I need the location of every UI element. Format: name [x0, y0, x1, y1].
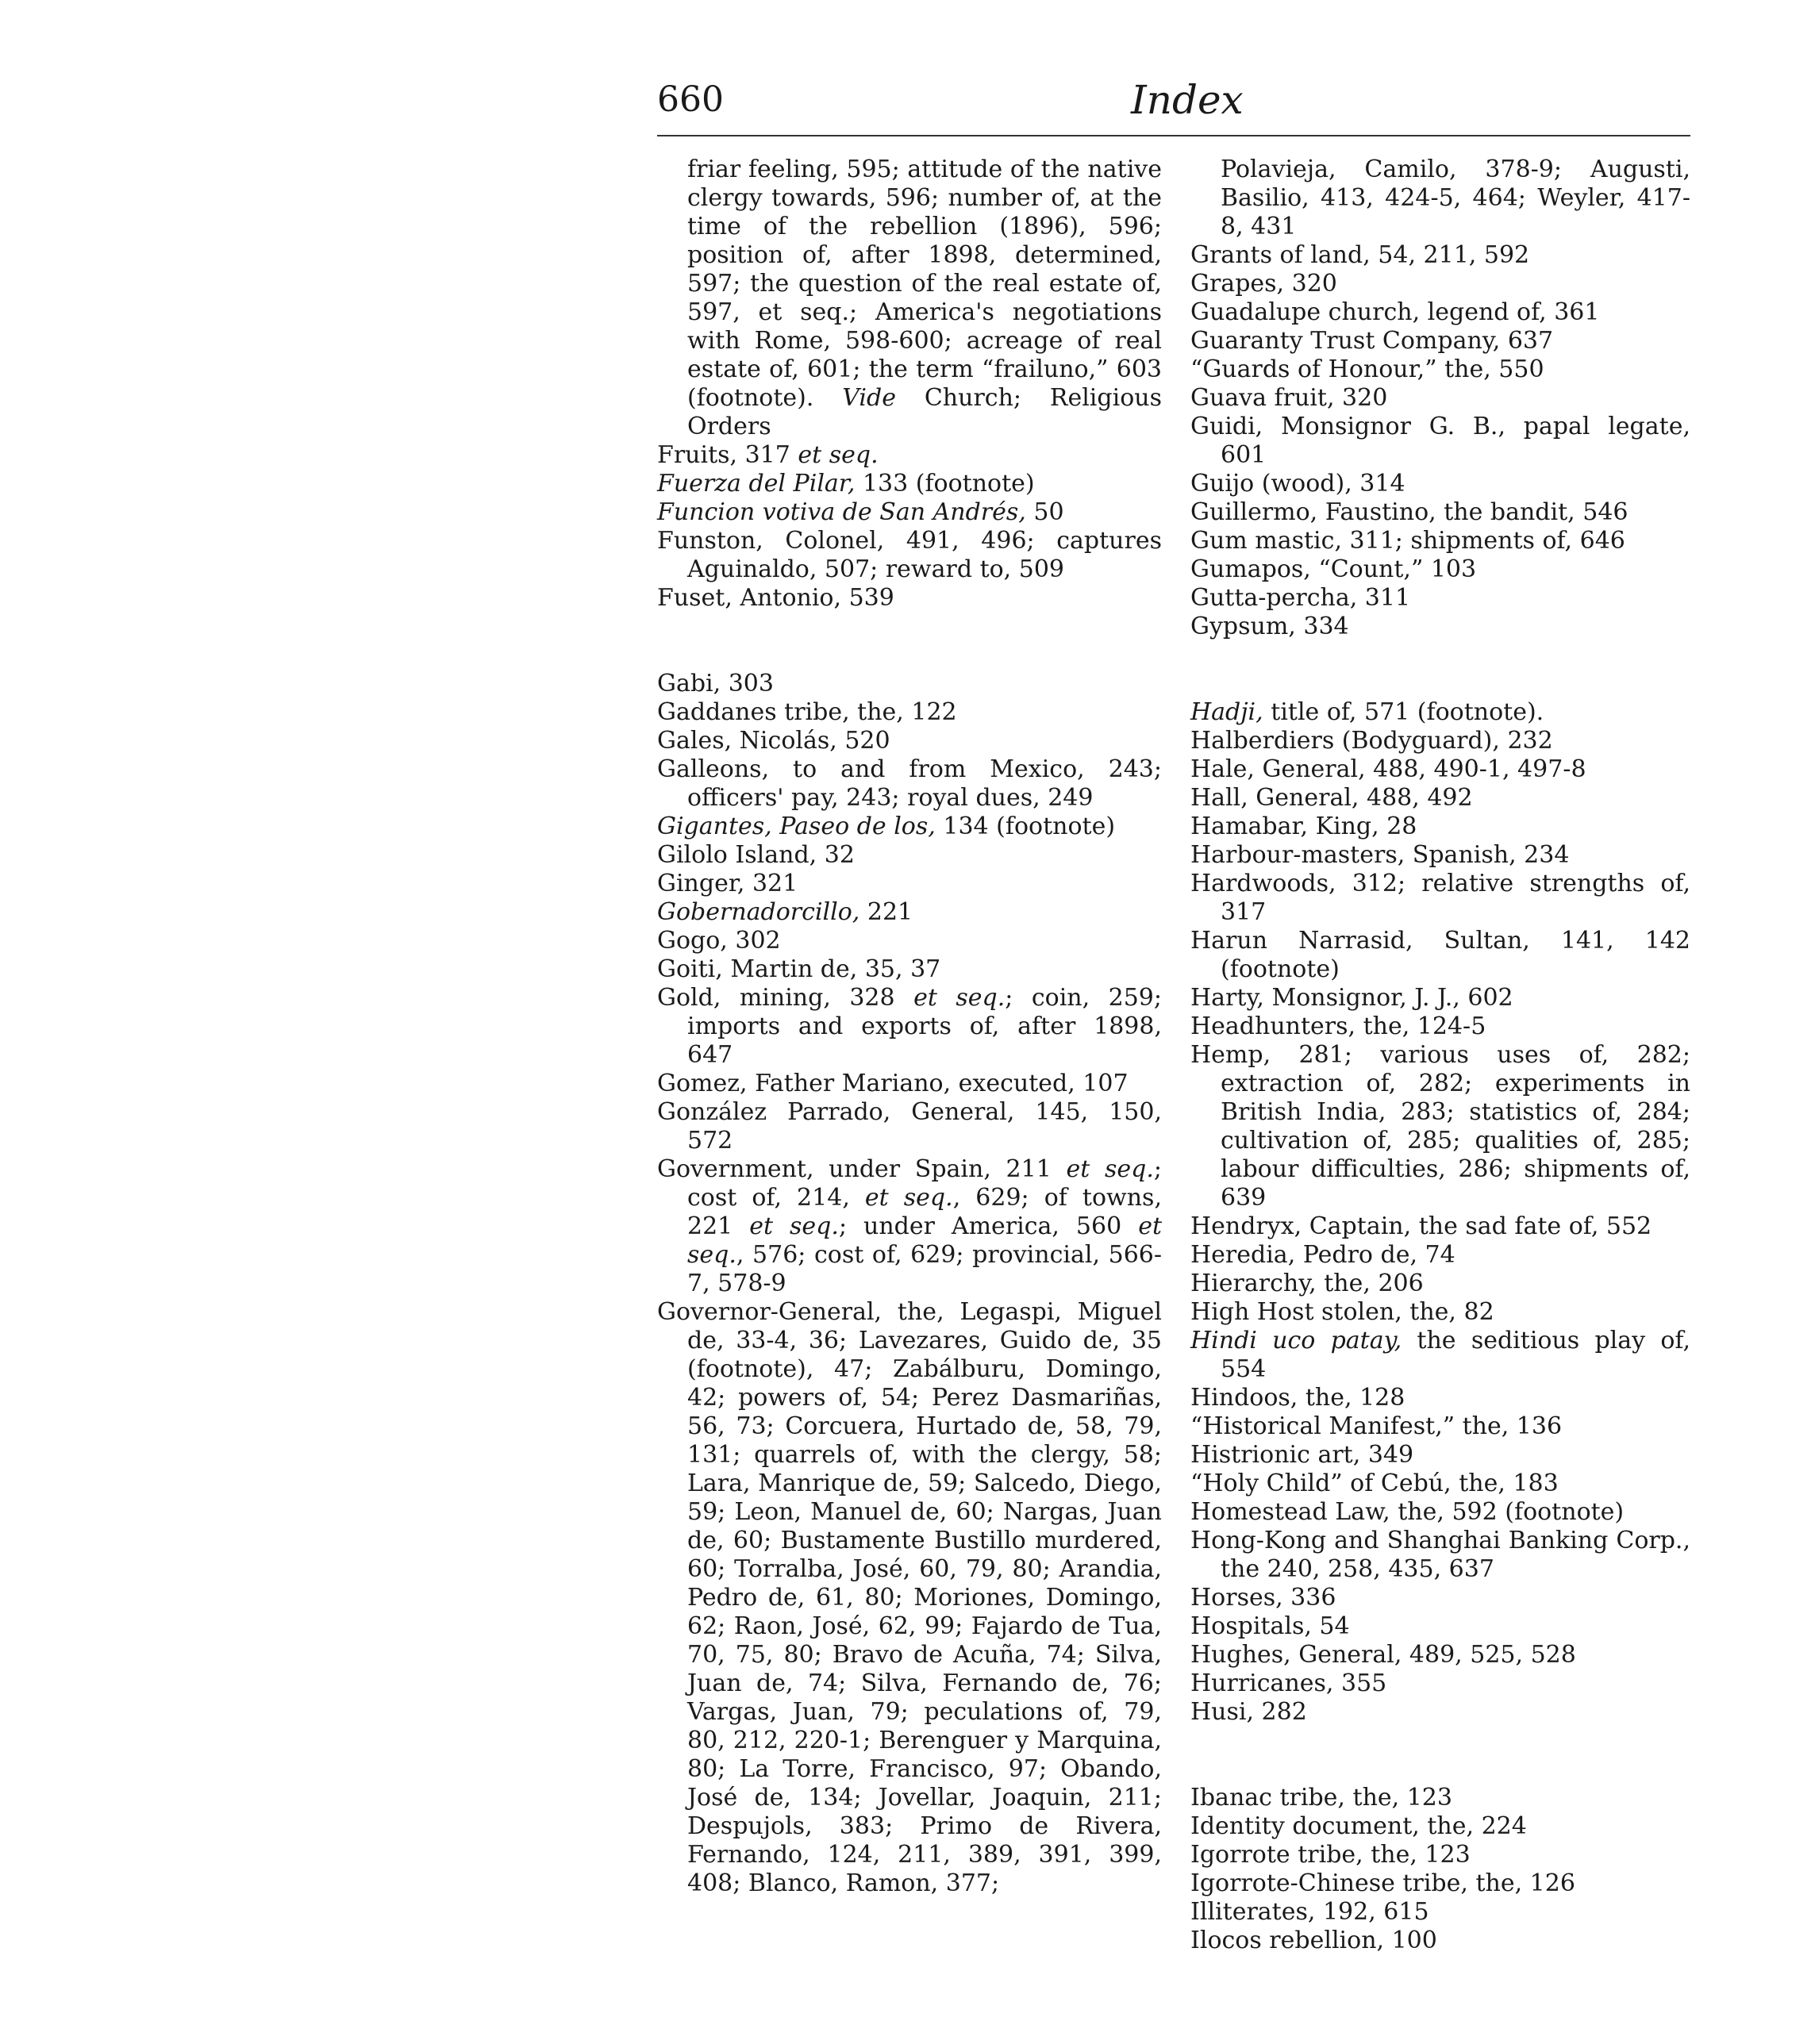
- index-entry: Fuerza del Pilar, 133 (footnote): [657, 470, 1035, 498]
- index-entry: High Host stolen, the, 82: [1190, 1298, 1494, 1326]
- index-entry: Ginger, 321: [657, 870, 798, 897]
- index-entry: Gold, mining, 328 et seq.; coin, 259; imports and exports of, after 1898, 647: [657, 984, 1162, 1069]
- section-gap: [1190, 1727, 1690, 1784]
- index-entry: Gutta-percha, 311: [1190, 584, 1411, 612]
- index-entry: Guava fruit, 320: [1190, 384, 1388, 412]
- index-entry: Guadalupe church, legend of, 361: [1190, 298, 1600, 326]
- index-entry: Hospitals, 54: [1190, 1612, 1350, 1640]
- index-entry: Hadji, title of, 571 (footnote).: [1190, 698, 1544, 726]
- continued-entry: Polavieja, Camilo, 378-9; Augusti, Basilio, 413, 424-5, 464; Weyler, 417-8, 431: [1221, 156, 1690, 240]
- index-entry: Government, under Spain, 211 et seq.; cost of, 214, et seq., 629; of towns, 221 et seq.; under America, 560 et seq., 576; cost of, 629; provincial, 566-7, 578-9: [657, 1155, 1162, 1297]
- index-entry: Grapes, 320: [1190, 270, 1337, 298]
- index-entry: Halberdiers (Bodyguard), 232: [1190, 727, 1553, 755]
- index-entry: Gobernadorcillo, 221: [657, 898, 913, 926]
- index-entry: Identity document, the, 224: [1190, 1812, 1527, 1840]
- index-entry: Hierarchy, the, 206: [1190, 1270, 1424, 1297]
- index-entry: Gypsum, 334: [1190, 613, 1349, 640]
- index-entry: Hardwoods, 312; relative strengths of, 317: [1190, 870, 1690, 926]
- index-entry: Hale, General, 488, 490-1, 497-8: [1190, 755, 1586, 783]
- index-entry: Igorrote tribe, the, 123: [1190, 1841, 1471, 1869]
- index-entry: Igorrote-Chinese tribe, the, 126: [1190, 1869, 1575, 1897]
- left-column: [657, 156, 1162, 1898]
- index-entry: Hong-Kong and Shanghai Banking Corp., the 240, 258, 435, 637: [1190, 1527, 1690, 1583]
- index-entry: Goiti, Martin de, 35, 37: [657, 955, 941, 983]
- index-entry: Harty, Monsignor, J. J., 602: [1190, 984, 1513, 1012]
- index-entry: Histrionic art, 349: [1190, 1441, 1414, 1469]
- index-entry: Hurricanes, 355: [1190, 1669, 1387, 1697]
- index-entry: Ibanac tribe, the, 123: [1190, 1784, 1452, 1812]
- index-entry: “Historical Manifest,” the, 136: [1190, 1412, 1563, 1440]
- index-entry: Gilolo Island, 32: [657, 841, 855, 869]
- index-entry: Governor-General, the, Legaspi, Miguel de, 33-4, 36; Lavezares, Guido de, 35 (footnote), 47; Zabálburu, Domingo, 42; powers of, 54; Perez Dasmariñas, 56, 73; Corcuera, Hurtado de, 58, 79, 131; quarrels of, with the clergy, 58; Lara, Manrique de, 59; Salcedo, Diego, 59; Leon, Manuel de, 60; Nargas, Juan de, 60; Bustamente Bustillo murdered, 60; Torralba, José, 60, 79, 80; Arandia, Pedro de, 61, 80; Moriones, Domingo, 62; Raon, José, 62, 99; Fajardo de Tua, 70, 75, 80; Bravo de Acuña, 74; Silva, Juan de, 74; Silva, Fernando de, 76; Vargas, Juan, 79; peculations of, 79, 80, 212, 220-1; Berenguer y Marquina, 80; La Torre, Francisco, 97; Obando, José de, 134; Jovellar, Joaquin, 211; Despujols, 383; Primo de Rivera, Fernando, 124, 211, 389, 391, 399, 408; Blanco, Ramon, 377;: [657, 1298, 1162, 1897]
- index-entry: Hamabar, King, 28: [1190, 813, 1417, 840]
- index-entry: Hemp, 281; various uses of, 282; extraction of, 282; experiments in British India, 283; statistics of, 284; cultivation of, 285; qualities of, 285; labour difficulties, 286; shipments of, 639: [1190, 1041, 1690, 1212]
- index-entry: Husi, 282: [1190, 1698, 1307, 1726]
- index-entry: Gum mastic, 311; shipments of, 646: [1190, 527, 1625, 555]
- index-entry: Guillermo, Faustino, the bandit, 546: [1190, 498, 1629, 526]
- index-entry: Funston, Colonel, 491, 496; captures Aguinaldo, 507; reward to, 509: [657, 527, 1162, 583]
- index-entry: Galleons, to and from Mexico, 243; officers' pay, 243; royal dues, 249: [657, 755, 1162, 812]
- index-entry: Gomez, Father Mariano, executed, 107: [657, 1070, 1129, 1097]
- index-entry: González Parrado, General, 145, 150, 572: [657, 1098, 1162, 1155]
- index-entry: Illiterates, 192, 615: [1190, 1898, 1429, 1926]
- continued-entry: [657, 156, 1162, 441]
- index-entry: Funcion votiva de San Andrés, 50: [657, 498, 1064, 526]
- index-entry: Gaddanes tribe, the, 122: [657, 698, 957, 726]
- vide-target: Church; Religious Orders: [687, 384, 1162, 440]
- index-entry: Gigantes, Paseo de los, 134 (footnote): [657, 813, 1116, 840]
- index-entry: Grants of land, 54, 211, 592: [1190, 241, 1530, 269]
- header-rule: [657, 135, 1690, 136]
- page-number: 660: [657, 79, 724, 120]
- index-entry: Hendryx, Captain, the sad fate of, 552: [1190, 1212, 1652, 1240]
- section-gap: [1190, 641, 1690, 698]
- index-entry: Guijo (wood), 314: [1190, 470, 1405, 498]
- index-entry: “Guards of Honour,” the, 550: [1190, 355, 1544, 383]
- continued-entry-text: friar feeling, 595; attitude of the native clergy towards, 596; number of, at the time of the rebellion (1896), 596; position of, after 1898, determined, 597; the question of the real estate of, 597, et seq.; America's negotiations with Rome, 598-600; acreage of real estate of, 601; the term “frailuno,” 603 (footnote).: [687, 156, 1162, 412]
- index-entry: Heredia, Pedro de, 74: [1190, 1241, 1455, 1269]
- index-entry: Harun Narrasid, Sultan, 141, 142 (footnote): [1190, 927, 1690, 983]
- index-entry: “Holy Child” of Cebú, the, 183: [1190, 1470, 1559, 1497]
- index-entry: Gales, Nicolás, 520: [657, 727, 890, 755]
- index-entry: Hall, General, 488, 492: [1190, 784, 1473, 812]
- index-entry: Horses, 336: [1190, 1584, 1336, 1612]
- index-entry: Hindoos, the, 128: [1190, 1384, 1405, 1412]
- index-entry: Gogo, 302: [657, 927, 781, 955]
- section-gap: [657, 613, 1162, 670]
- index-entry: Fruits, 317 et seq.: [657, 441, 879, 469]
- index-entry: Guaranty Trust Company, 637: [1190, 327, 1554, 355]
- index-entry: Harbour-masters, Spanish, 234: [1190, 841, 1570, 869]
- running-head: Index: [1131, 77, 1244, 123]
- index-entry: Guidi, Monsignor G. B., papal legate, 601: [1190, 413, 1690, 469]
- index-entry: Hindi uco patay, the seditious play of, 554: [1190, 1327, 1690, 1383]
- index-entry: Headhunters, the, 124-5: [1190, 1012, 1486, 1040]
- vide-label: Vide: [842, 384, 896, 412]
- index-entry: Hughes, General, 489, 525, 528: [1190, 1641, 1576, 1669]
- index-entry: Gabi, 303: [657, 670, 774, 697]
- index-entry: Gumapos, “Count,” 103: [1190, 555, 1477, 583]
- index-entry: Homestead Law, the, 592 (footnote): [1190, 1498, 1625, 1526]
- right-column: [1190, 156, 1690, 1955]
- index-entry: Fuset, Antonio, 539: [657, 584, 894, 612]
- index-entry: Ilocos rebellion, 100: [1190, 1927, 1437, 1954]
